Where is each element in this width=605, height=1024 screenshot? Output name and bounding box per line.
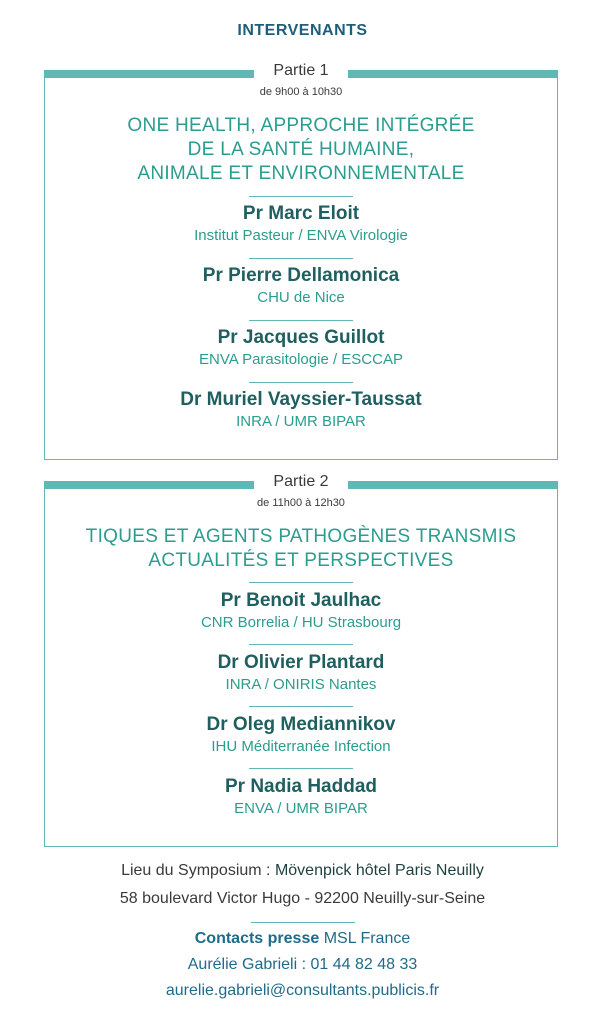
part2-section-title bbox=[45, 525, 557, 573]
contact-email[interactable]: aurelie.gabrieli@consultants.publicis.fr bbox=[165, 982, 440, 999]
speaker bbox=[45, 264, 557, 308]
part1-time: de 9h00 à 10h30 bbox=[259, 86, 343, 98]
speaker-name: Pr Marc Eloit bbox=[242, 203, 360, 224]
part1-title-line: DE LA SANTÉ HUMAINE, bbox=[187, 139, 415, 160]
divider bbox=[249, 768, 353, 769]
venue-label: Lieu du Symposium : bbox=[121, 862, 275, 879]
divider bbox=[249, 382, 353, 383]
speaker bbox=[45, 651, 557, 695]
speaker-affiliation: INRA / UMR BIPAR bbox=[236, 413, 366, 430]
divider bbox=[249, 706, 353, 707]
speaker-affiliation: ENVA Parasitologie / ESCCAP bbox=[199, 351, 403, 368]
speaker-name: Pr Jacques Guillot bbox=[217, 327, 385, 348]
speaker-affiliation: CHU de Nice bbox=[257, 289, 345, 306]
contact-person: Aurélie Gabrieli : 01 44 82 48 33 bbox=[187, 956, 418, 973]
speaker-name: Pr Pierre Dellamonica bbox=[202, 265, 400, 286]
speaker-name: Dr Muriel Vayssier-Taussat bbox=[180, 389, 422, 410]
speaker bbox=[45, 713, 557, 757]
speaker-affiliation: INRA / ONIRIS Nantes bbox=[225, 676, 377, 693]
part1-panel bbox=[44, 62, 558, 460]
speaker-name: Pr Nadia Haddad bbox=[224, 776, 378, 797]
part1-section-title bbox=[45, 114, 557, 186]
divider bbox=[249, 582, 353, 583]
venue-line bbox=[0, 862, 605, 880]
speaker-affiliation: Institut Pasteur / ENVA Virologie bbox=[194, 227, 408, 244]
speaker-name: Dr Olivier Plantard bbox=[217, 652, 385, 673]
divider bbox=[249, 196, 353, 197]
speaker bbox=[45, 326, 557, 370]
divider bbox=[249, 258, 353, 259]
venue-name: Mövenpick hôtel Paris Neuilly bbox=[274, 862, 484, 879]
page-title: INTERVENANTS bbox=[237, 22, 368, 39]
contacts-line bbox=[0, 930, 605, 948]
part1-label: Partie 1 bbox=[273, 62, 329, 79]
contacts-label: Contacts presse bbox=[194, 930, 320, 947]
part2-title-line: ACTUALITÉS ET PERSPECTIVES bbox=[148, 550, 454, 571]
speaker-affiliation: IHU Méditerranée Infection bbox=[211, 738, 391, 755]
speaker bbox=[45, 388, 557, 432]
part1-title-line: ANIMALE ET ENVIRONNEMENTALE bbox=[137, 163, 465, 184]
divider bbox=[249, 320, 353, 321]
part2-panel bbox=[44, 473, 558, 847]
speaker-affiliation: ENVA / UMR BIPAR bbox=[234, 800, 368, 817]
footer-divider bbox=[251, 922, 355, 923]
speaker-name: Dr Oleg Mediannikov bbox=[206, 714, 396, 735]
venue-address: 58 boulevard Victor Hugo - 92200 Neuilly-sur-Seine bbox=[119, 890, 486, 907]
speaker bbox=[45, 775, 557, 819]
speaker-name: Pr Benoit Jaulhac bbox=[220, 590, 382, 611]
part2-title-line: TIQUES ET AGENTS PATHOGÈNES TRANSMIS bbox=[85, 526, 517, 547]
contacts-org: MSL France bbox=[319, 930, 411, 947]
part2-time: de 11h00 à 12h30 bbox=[257, 497, 345, 509]
speaker bbox=[45, 589, 557, 633]
divider bbox=[249, 644, 353, 645]
part2-label: Partie 2 bbox=[273, 473, 329, 490]
speaker-affiliation: CNR Borrelia / HU Strasbourg bbox=[200, 614, 402, 631]
speaker bbox=[45, 202, 557, 246]
part1-title-line: ONE HEALTH, APPROCHE INTÉGRÉE bbox=[127, 115, 475, 136]
